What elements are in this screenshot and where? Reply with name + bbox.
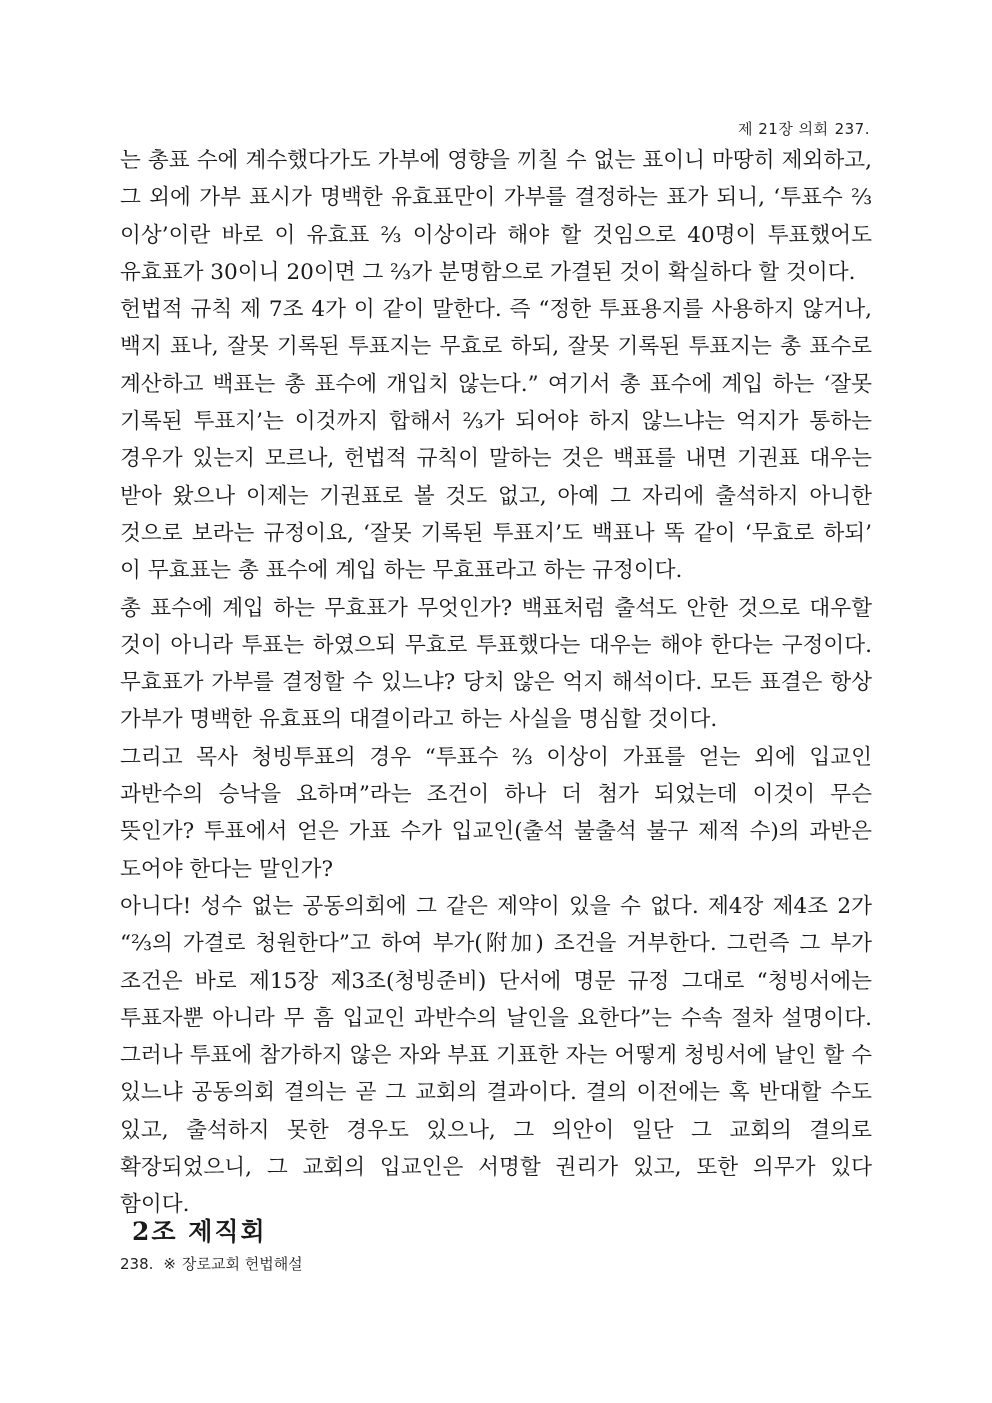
paragraph: 아니다! 성수 없는 공동의회에 그 같은 제약이 있을 수 없다. 제4장 제4조 2가 “⅔의 가결로 청원한다”고 하여 부가(附加) 조건을 거부한다. 그런즉 그 부가 조건은 바로 제15장 제3조(청빙준비) 단서에 명문 규정 그대로 “청빙서에는 투표자뿐 아니라 무 흠 입교인 과반수의 날인을 요한다”는 수속 절차 설명이다. 그러나 투표에 참가하지 않은 자와 부표 기표한 자는 어떻게 청빙서에 날인 할 수 있느냐 공동의회 결의는 곧 그 교회의 결과이다. 결의 이전에는 혹 반대할 수도 있고, 출석하지 못한 경우도 있으나, 그 의안이 일단 그 교회의 결의로 확장되었으니, 그 교회의 입교인은 서명할 권리가 있고, 또한 의무가 있다 함이다.: [120, 893, 872, 1218]
page-number: 237.: [834, 120, 870, 138]
book-title: 장로교회 헌법해설: [181, 1255, 303, 1273]
paragraph: 그리고 목사 청빙투표의 경우 “투표수 ⅔ 이상이 가표를 얻는 외에 입교인 과반수의 승낙을 요하며”라는 조건이 하나 더 첨가 되었는데 이것이 무슨 뜻인가? 투표에서 얻은 가표 수가 입교인(출석 불출석 불구 제적 수)의 과반은 도어야 한다는 말인가?: [120, 744, 872, 882]
body-text: [120, 142, 872, 1224]
paragraph: 는 총표 수에 계수했다가도 가부에 영향을 끼칠 수 없는 표이니 마땅히 제외하고, 그 외에 가부 표시가 명백한 유효표만이 가부를 결정하는 표가 되니, ‘투표수 ⅔ 이상’이란 바로 이 유효표 ⅔ 이상이라 해야 할 것임으로 40명이 투표했어도 유효표가 30이니 20이면 그 ⅔가 분명함으로 가결된 것이 확실하다 할 것이다.: [120, 148, 872, 285]
paragraph: 헌법적 규칙 제 7조 4가 이 같이 말한다. 즉 “정한 투표용지를 사용하지 않거나, 백지 표나, 잘못 기록된 투표지는 무효로 하되, 잘못 기록된 투표지는 총 표수로 계산하고 백표는 총 표수에 개입치 않는다.” 여기서 총 표수에 계입 하는 ‘잘못 기록된 투표지’는 이것까지 합해서 ⅔가 되어야 하지 않느냐는 억지가 통하는 경우가 있는지 모르나, 헌법적 규칙이 말하는 것은 백표를 내면 기권표 대우는 받아 왔으나 이제는 기권표로 볼 것도 없고, 아예 그 자리에 출석하지 아니한 것으로 보라는 규정이요, ‘잘못 기록된 투표지’도 백표나 똑 같이 ‘무효로 하되’ 이 무효표는 총 표수에 계입 하는 무효표라고 하는 규정이다.: [120, 297, 872, 584]
section-heading: 2조 제직회: [132, 1217, 267, 1246]
page-footer: [120, 1253, 303, 1274]
reference-mark-icon: ※: [163, 1255, 176, 1273]
footer-page-number: 238.: [120, 1255, 154, 1273]
page-header: [732, 118, 870, 139]
paragraph: 총 표수에 계입 하는 무효표가 무엇인가? 백표처럼 출석도 안한 것으로 대우할 것이 아니라 투표는 하였으되 무효로 투표했다는 대우는 해야 한다는 구정이다. 무효표가 가부를 결정할 수 있느냐? 당치 않은 억지 해석이다. 모든 표결은 항상 가부가 명백한 유효표의 대결이라고 하는 사실을 명심할 것이다.: [120, 595, 872, 733]
chapter-title: 제 21장 의회: [738, 120, 829, 138]
